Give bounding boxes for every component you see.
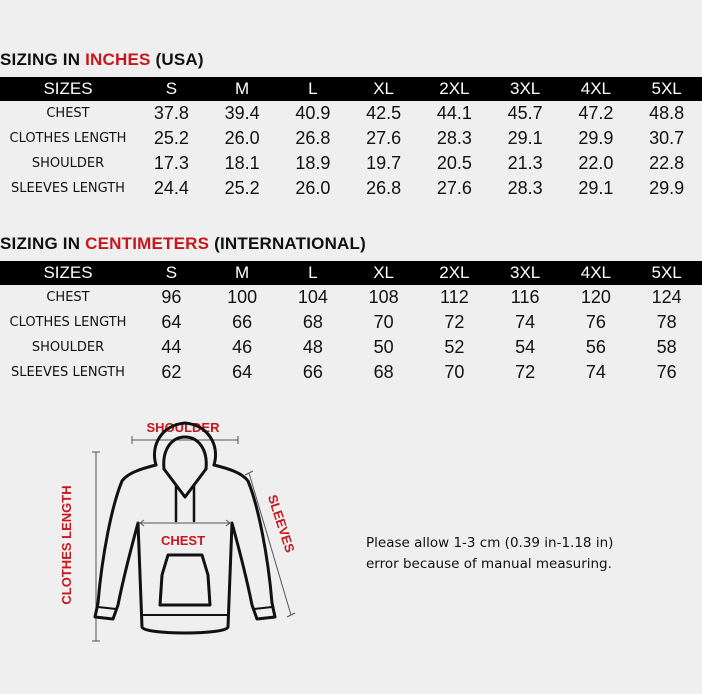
measurement-cell: 29.9 [578,128,614,148]
measurement-cell: 70 [444,362,465,382]
measurement-cell: 116 [510,287,540,307]
measurement-note [366,533,613,575]
table-row [0,335,702,360]
measurement-cell: 74 [515,312,536,332]
header-cell: L [308,79,318,98]
measurement-cell: 72 [515,362,536,382]
header-cell: SIZES [43,263,93,282]
header-cell: 5XL [651,79,682,98]
measurement-cell: 52 [444,337,465,357]
measurement-cell: 74 [585,362,606,382]
table-row [0,101,702,126]
measurement-cell: 70 [373,312,394,332]
measurement-cell: 62 [161,362,182,382]
note-line-2: error because of manual measuring. [366,556,612,572]
table-row [0,310,702,335]
measurement-cell: 37.8 [153,103,189,123]
inches-size-table [0,77,702,201]
inches-section-title: SIZING IN INCHES (USA) [0,50,204,69]
measurement-cell: 78 [656,312,677,332]
header-cell: XL [373,263,395,282]
measurement-cell: 22.8 [649,153,685,173]
header-cell: 2XL [439,263,470,282]
measurement-cell: 66 [302,362,323,382]
measurement-cell: 19.7 [366,153,402,173]
measurement-cell: 26.8 [295,128,331,148]
measurement-cell: 72 [444,312,465,332]
measurement-cell: 25.2 [224,178,260,198]
measurement-cell: 28.3 [507,178,543,198]
measurement-cell: 64 [161,312,182,332]
measurement-cell: 48.8 [649,103,685,123]
measurement-cell: 27.6 [436,178,472,198]
centimeters-size-table [0,261,702,385]
header-cell: 3XL [510,263,541,282]
row-label: CLOTHES LENGTH [9,131,127,146]
measurement-cell: 29.9 [649,178,685,198]
centimeters-title-accent: CENTIMETERS [85,234,210,253]
header-cell: S [165,263,178,282]
row-label: SHOULDER [31,156,105,171]
measurement-cell: 46 [232,337,253,357]
measurement-cell: 64 [232,362,253,382]
table-row [0,151,702,176]
table-row [0,285,702,310]
measurement-cell: 18.1 [224,153,260,173]
measurement-cell: 27.6 [366,128,402,148]
measurement-cell: 76 [585,312,606,332]
measurement-cell: 28.3 [436,128,472,148]
table-row [0,360,702,385]
measurement-cell: 68 [373,362,394,382]
measurement-cell: 56 [585,337,606,357]
hoodie-measurement-diagram [40,405,310,645]
measurement-cell: 68 [302,312,323,332]
chest-measure-line [140,520,230,526]
note-line-1: Please allow 1-3 cm (0.39 in-1.18 in) [366,535,614,551]
measurement-cell: 20.5 [436,153,472,173]
row-label: SHOULDER [31,340,105,355]
measurement-cell: 26.8 [366,178,402,198]
measurement-cell: 29.1 [578,178,614,198]
measurement-cell: 108 [368,287,399,307]
measurement-cell: 25.2 [153,128,189,148]
measurement-cell: 40.9 [295,103,331,123]
header-cell: 4XL [580,263,611,282]
header-cell: S [165,79,178,98]
measurement-cell: 17.3 [153,153,189,173]
measurement-cell: 76 [656,362,677,382]
header-cell: XL [373,79,395,98]
measurement-cell: 48 [302,337,323,357]
measurement-cell: 66 [232,312,253,332]
table-header-row [0,261,702,285]
measurement-cell: 26.0 [224,128,260,148]
header-cell: 3XL [510,79,541,98]
measurement-cell: 44 [161,337,182,357]
centimeters-section-title: SIZING IN CENTIMETERS (INTERNATIONAL) [0,234,366,253]
measurement-cell: 22.0 [578,153,614,173]
measurement-cell: 124 [651,287,682,307]
measurement-cell: 54 [515,337,536,357]
hoodie-icon [95,423,275,633]
table-header-row [0,77,702,101]
measurement-cell: 42.5 [366,103,402,123]
row-label: SLEEVES LENGTH [11,365,125,380]
header-cell: M [235,79,250,98]
inches-title-accent: INCHES [85,50,151,69]
measurement-cell: 44.1 [436,103,472,123]
sleeves-label: SLEEVES [264,492,298,555]
measurement-cell: 104 [297,287,328,307]
header-cell: L [308,263,318,282]
measurement-cell: 112 [440,287,469,307]
row-label: CHEST [46,290,90,305]
table-row [0,126,702,151]
measurement-cell: 96 [161,287,182,307]
header-cell: 5XL [651,263,682,282]
header-cell: 4XL [580,79,611,98]
header-cell: 2XL [439,79,470,98]
row-label: CLOTHES LENGTH [9,315,127,330]
table-row [0,176,702,201]
row-label: CHEST [46,106,90,121]
measurement-cell: 26.0 [295,178,331,198]
header-cell: SIZES [43,79,93,98]
measurement-cell: 29.1 [507,128,543,148]
row-label: SLEEVES LENGTH [11,181,125,196]
measurement-cell: 120 [580,287,611,307]
measurement-cell: 18.9 [295,153,331,173]
measurement-cell: 45.7 [507,103,543,123]
measurement-cell: 21.3 [507,153,543,173]
measurement-cell: 58 [656,337,677,357]
measurement-cell: 24.4 [153,178,189,198]
chest-label: CHEST [160,533,206,548]
measurement-cell: 30.7 [649,128,685,148]
header-cell: M [235,263,250,282]
clothes-length-label: CLOTHES LENGTH [59,485,74,605]
measurement-cell: 50 [373,337,394,357]
measurement-cell: 100 [227,287,258,307]
shoulder-label: SHOULDER [146,420,220,435]
measurement-cell: 39.4 [224,103,260,123]
measurement-cell: 47.2 [578,103,614,123]
